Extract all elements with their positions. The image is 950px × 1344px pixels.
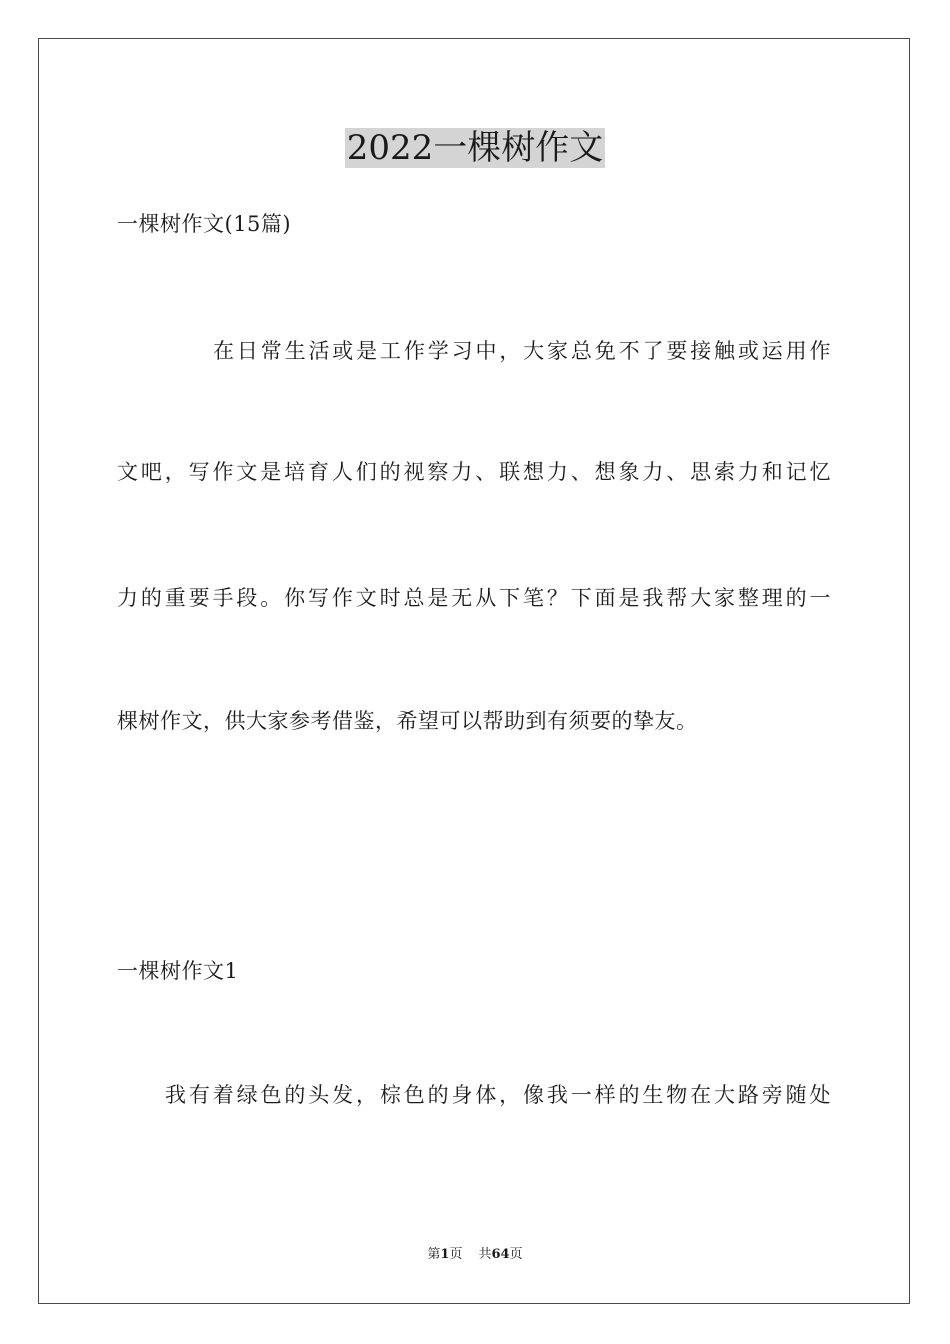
footer-total-suffix: 页	[509, 1247, 523, 1262]
section-heading: 一棵树作文1	[117, 959, 239, 983]
footer-total-prefix: 共	[478, 1247, 492, 1262]
section-line-1: 我有着绿色的头发，棕色的身体，像我一样的生物在大路旁随处	[165, 1083, 831, 1107]
intro-line-3: 力的重要手段。你写作文时总是无从下笔？下面是我帮大家整理的一	[117, 586, 831, 610]
title-container	[0, 128, 950, 168]
document-subtitle: 一棵树作文(15篇)	[117, 212, 292, 236]
footer-page-prefix: 第	[427, 1247, 441, 1262]
footer-page-total: 64	[491, 1247, 510, 1262]
document-title: 2022一棵树作文	[346, 128, 604, 168]
intro-line-4: 棵树作文，供大家参考借鉴，希望可以帮助到有须要的挚友。	[117, 709, 698, 733]
footer-page-current: 1	[440, 1247, 450, 1262]
intro-line-2: 文吧，写作文是培育人们的视察力、联想力、想象力、思索力和记忆	[117, 460, 831, 484]
footer-page-suffix: 页	[449, 1247, 463, 1262]
page-footer	[0, 1246, 950, 1264]
intro-line-1: 在日常生活或是工作学习中，大家总免不了要接触或运用作	[213, 339, 831, 363]
